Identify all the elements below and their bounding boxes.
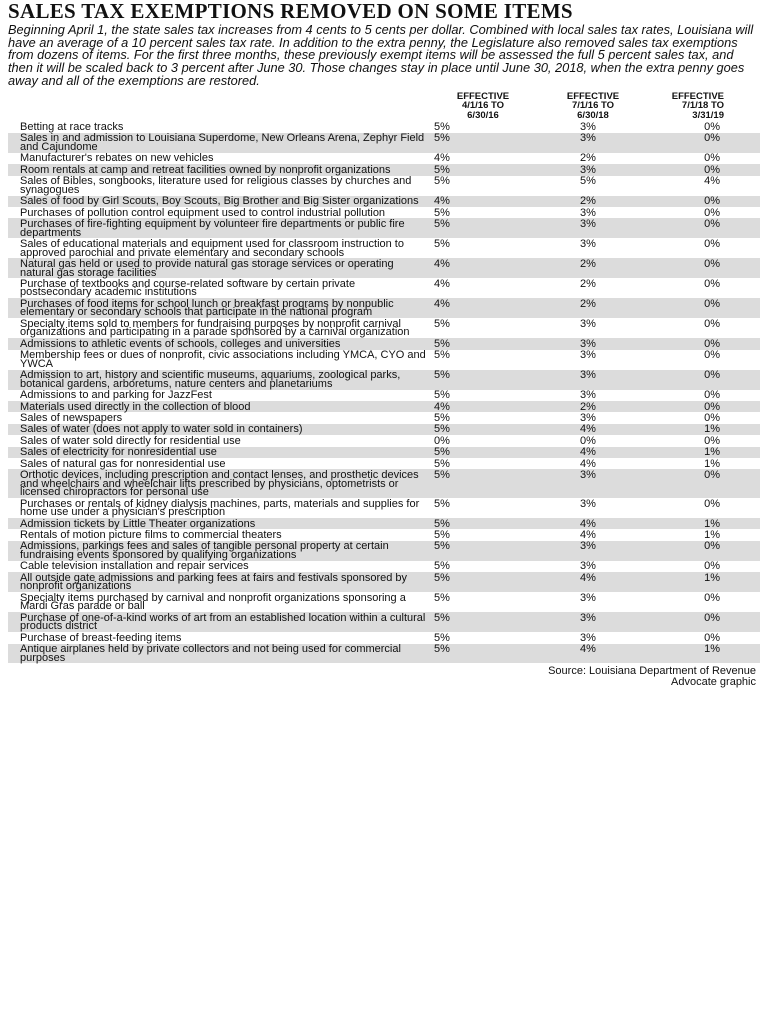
table-row: [8, 561, 760, 572]
rate-2016: 5%: [434, 591, 450, 604]
rate-2016: 5%: [434, 132, 450, 145]
table-row: [8, 632, 760, 643]
row-item-label: Sales of educational materials and equipment used for classroom instruction to approved parochial and private elementary and secondary schools: [20, 237, 404, 259]
table-row: [8, 278, 760, 298]
table-row: [8, 122, 760, 133]
rate-2016: 5%: [434, 411, 450, 424]
row-item-label: Admission tickets by Little Theater organizations: [20, 517, 256, 530]
row-item-label: Admissions to and parking for JazzFest: [20, 389, 212, 402]
credit-line: Advocate graphic: [671, 676, 756, 689]
rate-2016-2018: 3%: [580, 497, 596, 510]
rate-2018-2019: 1%: [704, 517, 720, 530]
row-item-label: Betting at race tracks: [20, 121, 124, 134]
row-item-label: Purchases of food items for school lunch or breakfast programs by nonpublic elementary or secondary schools that participate in the national program: [20, 297, 394, 319]
exemptions-table: [8, 122, 760, 664]
row-item-label: Sales of electricity for nonresidential use: [20, 446, 217, 459]
rate-2016: 5%: [434, 560, 450, 573]
row-item-label: Admission to art, history and scientific museums, aquariums, zoological parks, botanical gardens, arboretums, nature centers and planetariums: [20, 369, 401, 390]
rate-2016: 5%: [434, 217, 450, 230]
rate-2016: 4%: [434, 257, 450, 270]
rate-2016-2018: 3%: [580, 591, 596, 604]
rate-2018-2019: 0%: [704, 611, 720, 624]
table-row: [8, 498, 760, 518]
row-item-label: Materials used directly in the collection of blood: [20, 400, 251, 413]
rate-2018-2019: 1%: [704, 571, 720, 584]
table-row: [8, 518, 760, 529]
table-row: [8, 350, 760, 370]
rate-2016-2018: 4%: [580, 457, 596, 470]
rate-2016-2018: 3%: [580, 121, 596, 134]
row-item-label: All outside gate admissions and parking fees at fairs and festivals sponsored by nonprofit organizations: [20, 571, 408, 593]
rate-2016-2018: 5%: [580, 175, 596, 188]
rate-2016: 5%: [434, 540, 450, 553]
rate-2016-2018: 3%: [580, 411, 596, 424]
table-row: [8, 541, 760, 561]
table-row: [8, 176, 760, 196]
rate-2016: 5%: [434, 446, 450, 459]
row-item-label: Natural gas held or used to provide natural gas storage services or operating natural gas storage facilities: [20, 257, 394, 279]
rate-2018-2019: 0%: [704, 163, 720, 176]
rate-2018-2019: 0%: [704, 369, 720, 382]
rate-2016: 5%: [434, 517, 450, 530]
table-row: [8, 238, 760, 258]
table-row: [8, 612, 760, 632]
rate-2016-2018: 3%: [580, 349, 596, 362]
row-item-label: Membership fees or dues of nonprofit, civic associations including YMCA, CYO and YWCA: [20, 349, 426, 370]
rate-2018-2019: 0%: [704, 349, 720, 362]
row-item-label: Manufacturer's rebates on new vehicles: [20, 152, 214, 165]
rate-2016: 5%: [434, 121, 450, 134]
table-row: [8, 298, 760, 318]
rate-2018-2019: 1%: [704, 528, 720, 541]
rate-2016: 5%: [434, 571, 450, 584]
rate-2018-2019: 0%: [704, 631, 720, 644]
rate-2016: 4%: [434, 400, 450, 413]
table-row: [8, 435, 760, 446]
row-item-label: Purchase of textbooks and course-related software by certain private postsecondary academic institutions: [20, 277, 356, 299]
rate-2018-2019: 0%: [704, 152, 720, 165]
rate-2016: 4%: [434, 195, 450, 208]
rate-2018-2019: 0%: [704, 434, 720, 447]
rate-2018-2019: 0%: [704, 217, 720, 230]
row-item-label: Purchases of pollution control equipment used to control industrial pollution: [20, 206, 386, 219]
rate-2016: 5%: [434, 317, 450, 330]
rate-2018-2019: 0%: [704, 468, 720, 481]
rate-2016: 5%: [434, 423, 450, 436]
rate-2016-2018: 4%: [580, 571, 596, 584]
rate-2016: 4%: [434, 277, 450, 290]
rate-2018-2019: 1%: [704, 643, 720, 655]
rate-2016-2018: 4%: [580, 423, 596, 436]
rate-2016-2018: 3%: [580, 468, 596, 481]
rate-2016-2018: 4%: [580, 528, 596, 541]
column-header-1: EFFECTIVE 4/1/16 TO 6/30/16: [456, 90, 510, 121]
table-row: [8, 592, 760, 612]
column-header-2: EFFECTIVE 7/1/16 TO 6/30/18: [566, 90, 620, 121]
rate-2016: 5%: [434, 528, 450, 541]
table-row: [8, 370, 760, 390]
table-row: [8, 529, 760, 540]
rate-2016-2018: 3%: [580, 132, 596, 145]
row-item-label: Orthotic devices, including prescription and contact lenses, and prosthetic devices and wheelchairs and wheelchair lifts prescribed by physicians, optometrists or licensed chiropractors for personal use: [20, 468, 419, 499]
table-row: [8, 390, 760, 401]
row-item-label: Purchases or rentals of kidney dialysis machines, parts, materials and supplies for home use under a physician's prescription: [20, 497, 420, 519]
column-header-3: EFFECTIVE 7/1/18 TO 3/31/19: [671, 90, 724, 121]
rate-2016-2018: 2%: [580, 195, 596, 208]
table-row: [8, 218, 760, 238]
rate-2018-2019: 0%: [704, 237, 720, 250]
table-row: [8, 338, 760, 349]
rate-2016-2018: 4%: [580, 446, 596, 459]
rate-2016-2018: 4%: [580, 517, 596, 530]
row-item-label: Sales of water (does not apply to water sold in containers): [20, 423, 303, 436]
row-item-label: Specialty items purchased by carnival and nonprofit organizations sponsoring a Mardi Gras parade or ball: [20, 591, 406, 613]
row-item-label: Cable television installation and repair services: [20, 560, 249, 573]
row-item-label: Sales of water sold directly for residential use: [20, 434, 241, 447]
table-row: [8, 207, 760, 218]
rate-2016: 5%: [434, 457, 450, 470]
rate-2018-2019: 0%: [704, 591, 720, 604]
row-item-label: Sales in and admission to Louisiana Superdome, New Orleans Arena, Zephyr Field and Cajundome: [20, 132, 425, 153]
rate-2016-2018: 3%: [580, 337, 596, 350]
row-item-label: Sales of food by Girl Scouts, Boy Scouts, Big Brother and Big Sister organizations: [20, 195, 419, 208]
table-row: [8, 401, 760, 412]
rate-2018-2019: 1%: [704, 423, 720, 436]
table-row: [8, 424, 760, 435]
table-row: [8, 412, 760, 423]
rate-2016-2018: 3%: [580, 237, 596, 250]
rate-2016: 4%: [434, 152, 450, 165]
rate-2016: 5%: [434, 337, 450, 350]
rate-2016-2018: 3%: [580, 389, 596, 402]
rate-2016-2018: 3%: [580, 631, 596, 644]
rate-2016: 0%: [434, 434, 450, 447]
rate-2018-2019: 0%: [704, 297, 720, 310]
table-row: [8, 196, 760, 207]
rate-2018-2019: 0%: [704, 337, 720, 350]
rate-2016: 5%: [434, 611, 450, 624]
row-item-label: Sales of natural gas for nonresidential use: [20, 457, 226, 470]
rate-2018-2019: 0%: [704, 195, 720, 208]
rate-2016: 5%: [434, 631, 450, 644]
rate-2016: 5%: [434, 389, 450, 402]
rate-2018-2019: 0%: [704, 257, 720, 270]
table-row: [8, 469, 760, 498]
intro-paragraph: Beginning April 1, the state sales tax increases from 4 cents to 5 cents per dollar. Combined with local sales tax rates, Louisiana will have an average of a 10 percent sales tax rate. In addition to the extra penny, the Legislature also removed sales tax exemptions from dozens of items. For the first three months, these previously exempt items will be assessed the full 5 percent sales tax, and then it will be scaled back to 3 percent after June 30. Those changes stay in place until June 30, 2018, when the extra penny goes away and all of the exemptions are restored.: [8, 22, 754, 88]
row-item-label: Purchases of fire-fighting equipment by volunteer fire departments or public fire departments: [20, 217, 405, 239]
rate-2016-2018: 3%: [580, 317, 596, 330]
row-item-label: Sales of newspapers: [20, 411, 123, 424]
row-item-label: Rentals of motion picture films to commercial theaters: [20, 528, 282, 541]
rate-2018-2019: 4%: [704, 175, 720, 188]
rate-2018-2019: 1%: [704, 446, 720, 459]
rate-2018-2019: 0%: [704, 400, 720, 413]
rate-2016: 5%: [434, 175, 450, 188]
header-spacer: [8, 92, 428, 122]
rate-2016: 5%: [434, 349, 450, 362]
rate-2018-2019: 0%: [704, 277, 720, 290]
rate-2016-2018: 2%: [580, 277, 596, 290]
table-row: [8, 164, 760, 175]
table-row: [8, 447, 760, 458]
rate-2016-2018: 3%: [580, 611, 596, 624]
row-item-label: Room rentals at camp and retreat facilities owned by nonprofit organizations: [20, 163, 391, 176]
row-item-label: Admissions to athletic events of schools, colleges and universities: [20, 337, 341, 350]
table-row: [8, 572, 760, 592]
table-row: [8, 644, 760, 664]
table-row: [8, 258, 760, 278]
rate-2016: 5%: [434, 369, 450, 382]
rate-2018-2019: 0%: [704, 121, 720, 134]
rate-2016-2018: 2%: [580, 152, 596, 165]
rate-2016-2018: 3%: [580, 540, 596, 553]
rate-2016-2018: 2%: [580, 400, 596, 413]
row-item-label: Sales of Bibles, songbooks, literature used for religious classes by churches and synagogues: [20, 175, 412, 196]
rate-2018-2019: 0%: [704, 206, 720, 219]
table-row: [8, 318, 760, 338]
rate-2018-2019: 0%: [704, 317, 720, 330]
row-item-label: Purchase of one-of-a-kind works of art from an established location within a cultural products district: [20, 611, 426, 633]
rate-2016: 5%: [434, 163, 450, 176]
rate-2016: 5%: [434, 497, 450, 510]
rate-2018-2019: 0%: [704, 560, 720, 573]
row-item-label: Specialty items sold to members for fundraising purposes by nonprofit carnival organizations and participating in a parade sponsored by a carnival organization: [20, 317, 410, 339]
rate-2018-2019: 0%: [704, 497, 720, 510]
source-line: Source: Louisiana Department of Revenue: [548, 665, 756, 678]
rate-2016: 5%: [434, 206, 450, 219]
rate-2016-2018: 3%: [580, 163, 596, 176]
rate-2016: 5%: [434, 237, 450, 250]
rate-2016: 5%: [434, 468, 450, 481]
rate-2016-2018: 2%: [580, 297, 596, 310]
row-item-label: Admissions, parkings fees and sales of tangible personal property at certain fundraising events sponsored by qualifying organizations: [20, 540, 389, 561]
table-row: [8, 133, 760, 153]
table-row: [8, 458, 760, 469]
rate-2018-2019: 0%: [704, 540, 720, 553]
page-title: SALES TAX EXEMPTIONS REMOVED ON SOME ITEMS: [8, 0, 573, 23]
rate-2016-2018: 3%: [580, 560, 596, 573]
rate-2018-2019: 1%: [704, 457, 720, 470]
rate-2016-2018: 0%: [580, 434, 596, 447]
rate-2016-2018: 3%: [580, 206, 596, 219]
row-item-label: Antique airplanes held by private collectors and not being used for commercial purposes: [20, 643, 401, 664]
rate-2016-2018: 3%: [580, 217, 596, 230]
rate-2016-2018: 4%: [580, 643, 596, 655]
rate-2016-2018: 2%: [580, 257, 596, 270]
rate-2016-2018: 3%: [580, 369, 596, 382]
rate-2018-2019: 0%: [704, 411, 720, 424]
rate-2016: 5%: [434, 643, 450, 655]
row-item-label: Purchase of breast-feeding items: [20, 631, 182, 644]
rate-2018-2019: 0%: [704, 389, 720, 402]
rate-2018-2019: 0%: [704, 132, 720, 145]
rate-2016: 4%: [434, 297, 450, 310]
table-row: [8, 153, 760, 164]
table-header: [8, 92, 760, 122]
